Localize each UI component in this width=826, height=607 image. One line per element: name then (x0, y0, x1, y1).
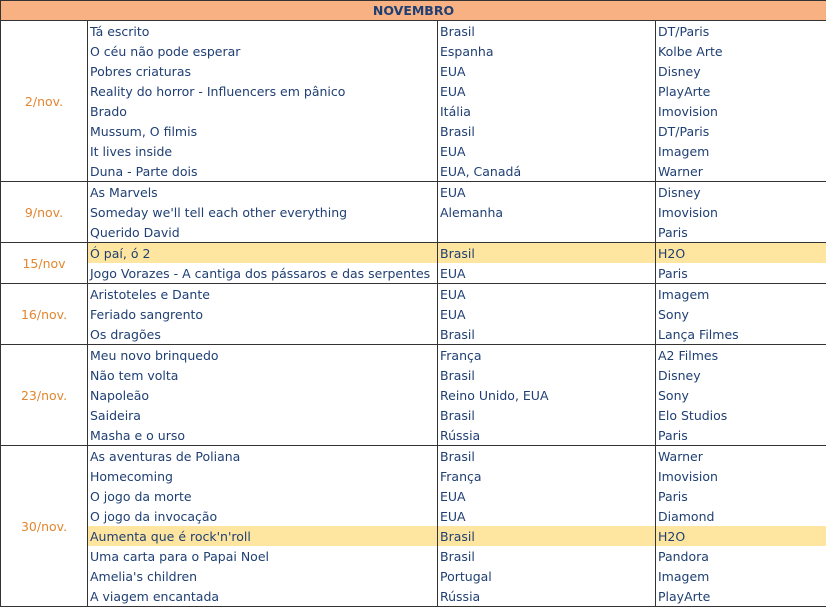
country-cell: Rússia (438, 425, 656, 446)
country-cell: França (438, 466, 656, 486)
release-date-cell: 9/nov. (1, 182, 88, 243)
table-row (1, 202, 826, 222)
distributor-cell: Sony (656, 304, 826, 324)
table-row (1, 182, 826, 203)
film-title-cell: Brado (88, 101, 438, 121)
distributor-cell: Disney (656, 182, 826, 203)
table-row (1, 345, 826, 366)
film-title-cell: Não tem volta (88, 365, 438, 385)
country-cell: EUA, Canadá (438, 161, 656, 182)
table-row (1, 222, 826, 243)
film-title-cell: Aumenta que é rock'n'roll (88, 526, 438, 546)
country-cell: EUA (438, 506, 656, 526)
distributor-cell: PlayArte (656, 586, 826, 607)
distributor-cell: Imagem (656, 141, 826, 161)
film-title-cell: Uma carta para o Papai Noel (88, 546, 438, 566)
distributor-cell: Lança Filmes (656, 324, 826, 345)
film-title-cell: Mussum, O filmis (88, 121, 438, 141)
film-title-cell: Napoleão (88, 385, 438, 405)
distributor-cell: A2 Filmes (656, 345, 826, 366)
film-title-cell: Reality do horror - Influencers em pânico (88, 81, 438, 101)
film-title-cell: Aristoteles e Dante (88, 284, 438, 305)
distributor-cell: DT/Paris (656, 21, 826, 42)
distributor-cell: Imovision (656, 466, 826, 486)
film-title-cell: Someday we'll tell each other everything (88, 202, 438, 222)
country-cell: Brasil (438, 405, 656, 425)
country-cell: EUA (438, 61, 656, 81)
distributor-cell: Sony (656, 385, 826, 405)
country-cell: Brasil (438, 324, 656, 345)
country-cell: Portugal (438, 566, 656, 586)
country-cell: Alemanha (438, 202, 656, 222)
country-cell: EUA (438, 263, 656, 284)
table-row (1, 506, 826, 526)
film-title-cell: A viagem encantada (88, 586, 438, 607)
film-title-cell: Querido David (88, 222, 438, 243)
film-title-cell: Saideira (88, 405, 438, 425)
release-date-cell: 23/nov. (1, 345, 88, 446)
film-title-cell: As Marvels (88, 182, 438, 203)
country-cell: Rússia (438, 586, 656, 607)
country-cell: Brasil (438, 365, 656, 385)
table-row (1, 61, 826, 81)
country-cell: Brasil (438, 446, 656, 467)
month-title: NOVEMBRO (1, 1, 826, 21)
film-title-cell: Meu novo brinquedo (88, 345, 438, 366)
distributor-cell: Imovision (656, 202, 826, 222)
country-cell: Brasil (438, 21, 656, 42)
table-row (1, 304, 826, 324)
table-row (1, 81, 826, 101)
film-title-cell: O jogo da invocação (88, 506, 438, 526)
film-title-cell: As aventuras de Poliana (88, 446, 438, 467)
country-cell: Espanha (438, 41, 656, 61)
release-date-cell: 2/nov. (1, 21, 88, 182)
distributor-cell: Paris (656, 263, 826, 284)
table-row (1, 566, 826, 586)
table-row (1, 21, 826, 42)
table-row (1, 466, 826, 486)
distributor-cell: Paris (656, 425, 826, 446)
country-cell: Brasil (438, 526, 656, 546)
film-title-cell: Feriado sangrento (88, 304, 438, 324)
distributor-cell: PlayArte (656, 81, 826, 101)
film-title-cell: O céu não pode esperar (88, 41, 438, 61)
distributor-cell: Warner (656, 161, 826, 182)
table-row (1, 365, 826, 385)
film-title-cell: O jogo da morte (88, 486, 438, 506)
table-row (1, 446, 826, 467)
distributor-cell: Pandora (656, 546, 826, 566)
film-title-cell: It lives inside (88, 141, 438, 161)
country-cell: EUA (438, 141, 656, 161)
table-row (1, 263, 826, 284)
distributor-cell: Warner (656, 446, 826, 467)
table-row (1, 121, 826, 141)
distributor-cell: H2O (656, 526, 826, 546)
table-row (1, 161, 826, 182)
film-title-cell: Duna - Parte dois (88, 161, 438, 182)
release-date-cell: 30/nov. (1, 446, 88, 607)
table-row (1, 526, 826, 546)
distributor-cell: DT/Paris (656, 121, 826, 141)
film-title-cell: Ó paí, ó 2 (88, 243, 438, 264)
release-date-cell: 16/nov. (1, 284, 88, 345)
table-row (1, 101, 826, 121)
table-row (1, 324, 826, 345)
table-row (1, 405, 826, 425)
header-row (1, 1, 826, 21)
film-title-cell: Jogo Vorazes - A cantiga dos pássaros e das serpentes (88, 263, 438, 284)
table-row (1, 284, 826, 305)
film-title-cell: Pobres criaturas (88, 61, 438, 81)
table-row (1, 141, 826, 161)
country-cell: Reino Unido, EUA (438, 385, 656, 405)
distributor-cell: Imovision (656, 101, 826, 121)
country-cell: EUA (438, 284, 656, 305)
country-cell: Brasil (438, 546, 656, 566)
country-cell: EUA (438, 182, 656, 203)
table-row (1, 425, 826, 446)
country-cell: Brasil (438, 121, 656, 141)
distributor-cell: H2O (656, 243, 826, 264)
table-row (1, 243, 826, 264)
table-row (1, 546, 826, 566)
distributor-cell: Elo Studios (656, 405, 826, 425)
country-cell: Brasil (438, 243, 656, 264)
film-title-cell: Os dragões (88, 324, 438, 345)
film-title-cell: Tá escrito (88, 21, 438, 42)
country-cell: EUA (438, 304, 656, 324)
distributor-cell: Diamond (656, 506, 826, 526)
distributor-cell: Disney (656, 61, 826, 81)
distributor-cell: Disney (656, 365, 826, 385)
release-date-cell: 15/nov (1, 243, 88, 284)
table-row (1, 385, 826, 405)
distributor-cell: Imagem (656, 566, 826, 586)
country-cell: EUA (438, 81, 656, 101)
country-cell (438, 222, 656, 243)
country-cell: França (438, 345, 656, 366)
table-row (1, 486, 826, 506)
film-title-cell: Homecoming (88, 466, 438, 486)
country-cell: Itália (438, 101, 656, 121)
distributor-cell: Imagem (656, 284, 826, 305)
distributor-cell: Paris (656, 486, 826, 506)
table-row (1, 586, 826, 607)
distributor-cell: Kolbe Arte (656, 41, 826, 61)
distributor-cell: Paris (656, 222, 826, 243)
film-title-cell: Amelia's children (88, 566, 438, 586)
table-row (1, 41, 826, 61)
film-title-cell: Masha e o urso (88, 425, 438, 446)
country-cell: EUA (438, 486, 656, 506)
